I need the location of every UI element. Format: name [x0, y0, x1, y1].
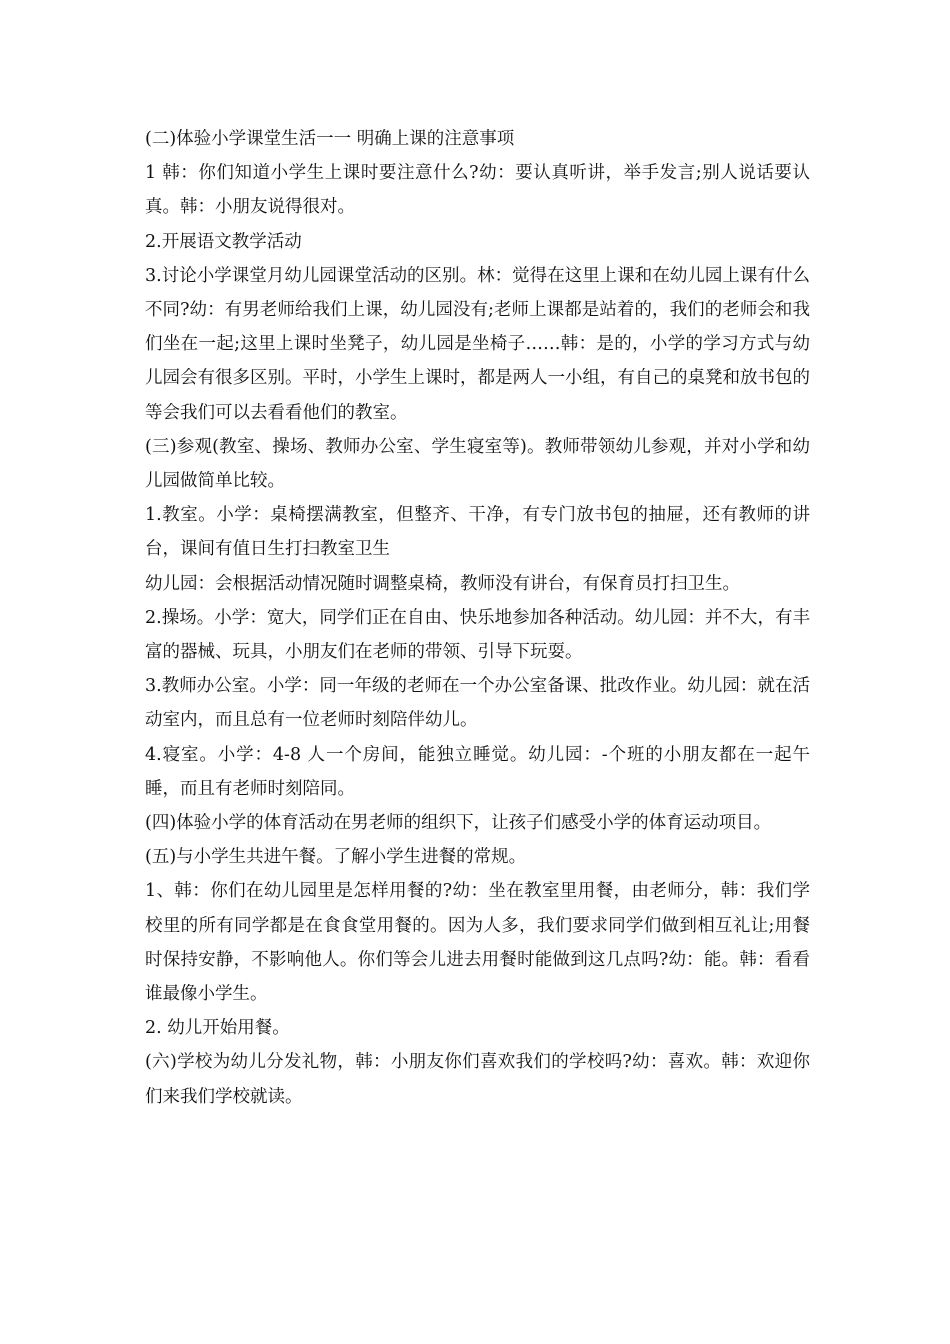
paragraph: 2. 幼儿开始用餐。 — [145, 1018, 290, 1039]
section-heading-4: (四)体验小学的体育活动在男老师的组织下，让孩子们感受小学的体育运动项目。 — [145, 813, 772, 834]
paragraph: 1、韩：你们在幼儿园里是怎样用餐的?幼：坐在教室里用餐，由老师分，韩：我们学校里的所有同学都是在食食堂用餐的。因为人多，我们要求同学们做到相互礼让;用餐时保持安静，不影响他人。你们等会儿进去用餐时能做到这几点吗?幼：能。韩：看看谁最像小学生。 — [145, 881, 810, 1005]
document-body — [145, 122, 810, 1114]
paragraph: 2.操场。小学：宽大，同学们正在自由、快乐地参加各种活动。幼儿园：并不大，有丰富的器械、玩具，小朋友们在老师的带领、引导下玩耍。 — [145, 607, 810, 663]
paragraph: 1.教室。小学：桌椅摆满教室，但整齐、干净，有专门放书包的抽屉，还有教师的讲台，课间有值日生打扫教室卫生 — [145, 505, 810, 560]
paragraph: 幼儿园：会根据活动情况随时调整桌椅，教师没有讲台，有保育员打扫卫生。 — [145, 573, 740, 594]
paragraph: 2.开展语文教学活动 — [145, 231, 302, 252]
paragraph: 3.教师办公室。小学：同一年级的老师在一个办公室备课、批改作业。幼儿园：就在活动室内，而且总有一位老师时刻陪伴幼儿。 — [145, 676, 810, 731]
paragraph: 4.寝室。小学：4-8 人一个房间，能独立睡觉。幼儿园：-个班的小朋友都在一起午睡，而且有老师时刻陪同。 — [145, 744, 810, 799]
section-heading-6: (六)学校为幼儿分发礼物，韩：小朋友你们喜欢我们的学校吗?幼：喜欢。韩：欢迎你们来我们学校就读。 — [145, 1052, 810, 1107]
paragraph: 1 韩：你们知道小学生上课时要注意什么?幼：要认真听讲，举手发言;别人说话要认真。韩：小朋友说得很对。 — [145, 163, 810, 218]
section-heading-3: (三)参观(教室、操场、教师办公室、学生寝室等)。教师带领幼儿参观，并对小学和幼儿园做简单比较。 — [145, 436, 810, 492]
paragraph: 3.讨论小学课堂月幼儿园课堂活动的区别。林：觉得在这里上课和在幼儿园上课有什么不同?幼：有男老师给我们上课，幼儿园没有;老师上课都是站着的，我们的老师会和我们坐在一起;这里上课时坐凳子，幼儿园是坐椅子……韩：是的，小学的学习方式与幼儿园会有很多区别。平时，小学生上课时，都是两人一小组，有自己的桌凳和放书包的等会我们可以去看看他们的教室。 — [145, 265, 810, 423]
section-heading-2: (二)体验小学课堂生活一一 明确上课的注意事项 — [145, 129, 515, 149]
section-heading-5: (五)与小学生共进午餐。了解小学生进餐的常规。 — [145, 847, 527, 868]
